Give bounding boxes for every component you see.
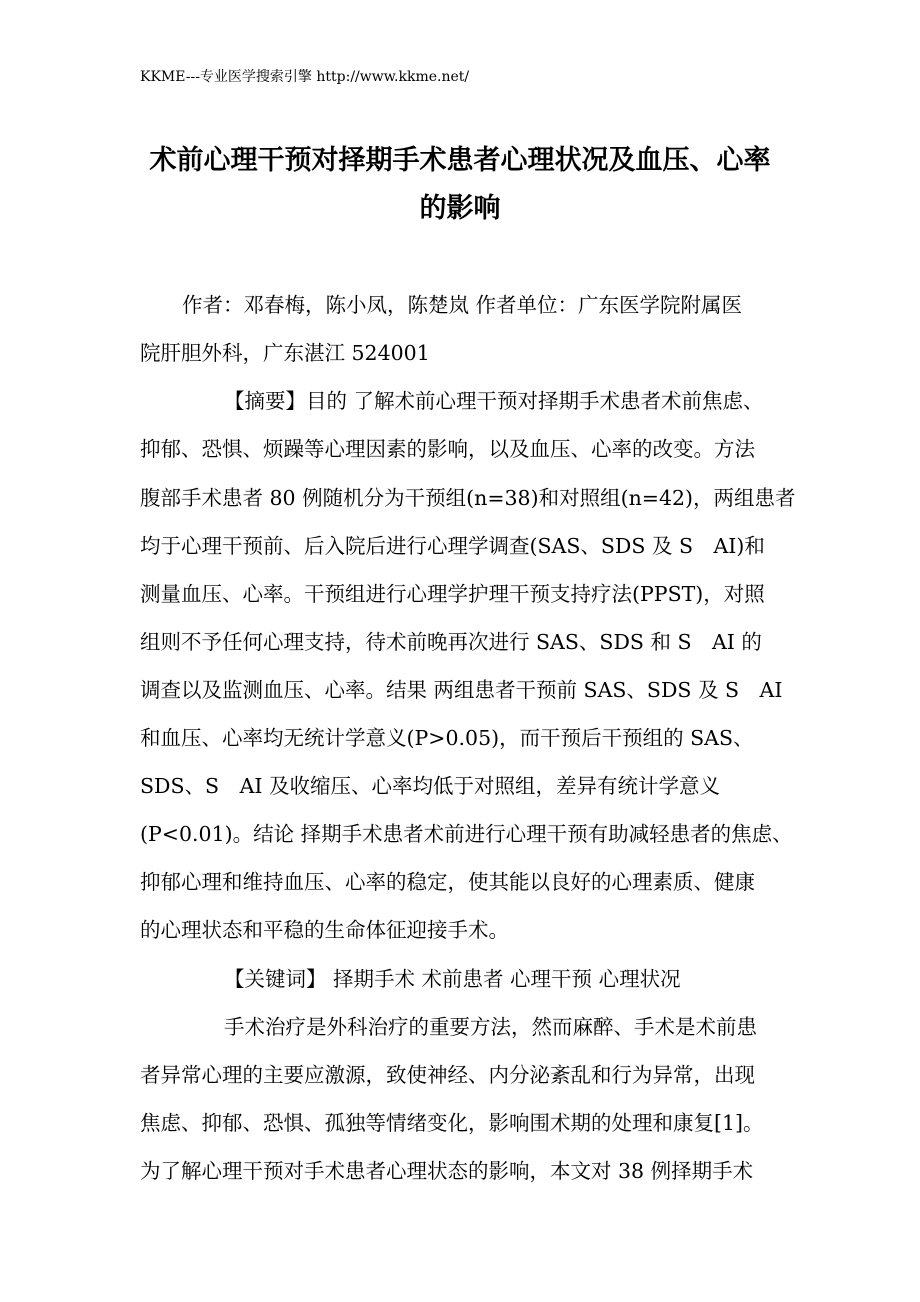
abstract-line-10: (P<0.01)。结论 择期手术患者术前进行心理干预有助减轻患者的焦虑、 [140, 822, 793, 846]
authors-line-1: 作者：邓春梅，陈小凤，陈楚岚 作者单位：广东医学院附属医 [182, 293, 743, 317]
abstract-line-12: 的心理状态和平稳的生命体征迎接手术。 [140, 918, 509, 942]
abstract-line-6: 组则不予任何心理支持，待术前晚再次进行 SAS、SDS 和 S AI 的 [140, 630, 762, 654]
article-title-line-2: 的影响 [419, 193, 501, 224]
abstract-line-8: 和血压、心率均无统计学意义(P>0.05)，而干预后干预组的 SAS、 [140, 726, 754, 750]
body-line-3: 焦虑、抑郁、恐惧、孤独等情绪变化，影响围术期的处理和康复[1]。 [140, 1111, 764, 1135]
abstract-line-3: 腹部手术患者 80 例随机分为干预组(n=38)和对照组(n=42)，两组患者 [140, 486, 796, 510]
abstract-line-11: 抑郁心理和维持血压、心率的稳定，使其能以良好的心理素质、健康 [140, 870, 755, 894]
abstract-line-1: 【摘要】目的 了解术前心理干预对择期手术患者术前焦虑、 [224, 389, 764, 413]
abstract-line-2: 抑郁、恐惧、烦躁等心理因素的影响，以及血压、心率的改变。方法 [140, 437, 755, 461]
authors-line-2: 院肝胆外科，广东湛江 524001 [140, 341, 430, 365]
abstract-line-4: 均于心理干预前、后入院后进行心理学调查(SAS、SDS 及 S AI)和 [140, 534, 765, 558]
body-line-1: 手术治疗是外科治疗的重要方法，然而麻醉、手术是术前患 [224, 1015, 757, 1039]
abstract-line-9: SDS、S AI 及收缩压、心率均低于对照组，差异有统计学意义 [140, 774, 720, 798]
keywords-line: 【关键词】 择期手术 术前患者 心理干预 心理状况 [224, 967, 681, 991]
body-line-2: 者异常心理的主要应激源，致使神经、内分泌紊乱和行为异常，出现 [140, 1063, 755, 1087]
abstract-line-5: 测量血压、心率。干预组进行心理学护理干预支持疗法(PPST)，对照 [140, 582, 765, 606]
abstract-line-7: 调查以及监测血压、心率。结果 两组患者干预前 SAS、SDS 及 S AI [140, 678, 783, 702]
article-title-line-1: 术前心理干预对择期手术患者心理状况及血压、心率 [149, 145, 771, 176]
body-line-4: 为了解心理干预对手术患者心理状态的影响，本文对 38 例择期手术 [140, 1159, 754, 1183]
page-header: KKME---专业医学搜索引擎 http://www.kkme.net/ [140, 69, 470, 85]
